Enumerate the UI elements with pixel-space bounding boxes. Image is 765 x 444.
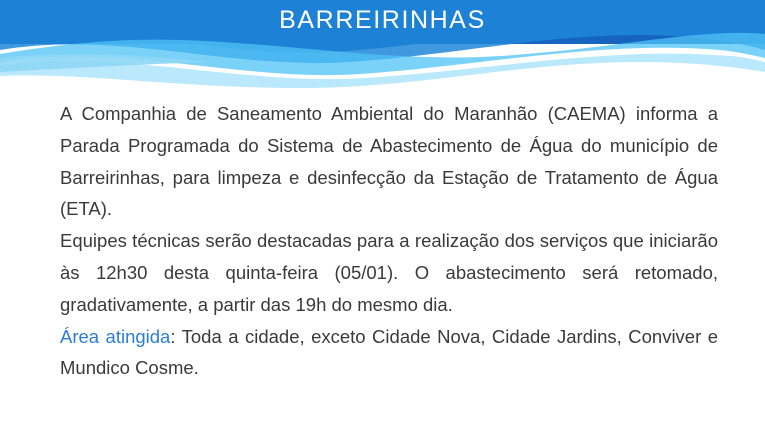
affected-area-label: Área atingida [60, 325, 171, 347]
affected-area-paragraph [60, 321, 718, 385]
page-title: BARREIRINHAS [279, 6, 486, 34]
paragraph-2: Equipes técnicas serão destacadas para a realização dos serviços que iniciarão às 12h30 desta quinta-feira (05/01). O abastecimento será retomado, gradativamente, a partir das 19h do mesmo dia. [60, 230, 718, 315]
announcement-body [60, 98, 718, 384]
affected-area-value: Toda a cidade, exceto Cidade Nova, Cidade Jardins, Conviver e Mundico Cosme. [60, 325, 719, 379]
paragraph-1: A Companhia de Saneamento Ambiental do Maranhão (CAEMA) informa a Parada Programada do Sistema de Abastecimento de Água do município de Barreirinhas, para limpeza e desinfecção da Estação de Tratamento de Água (ETA). [60, 103, 718, 220]
affected-area-separator: : [170, 325, 182, 347]
header-banner [0, 0, 765, 96]
